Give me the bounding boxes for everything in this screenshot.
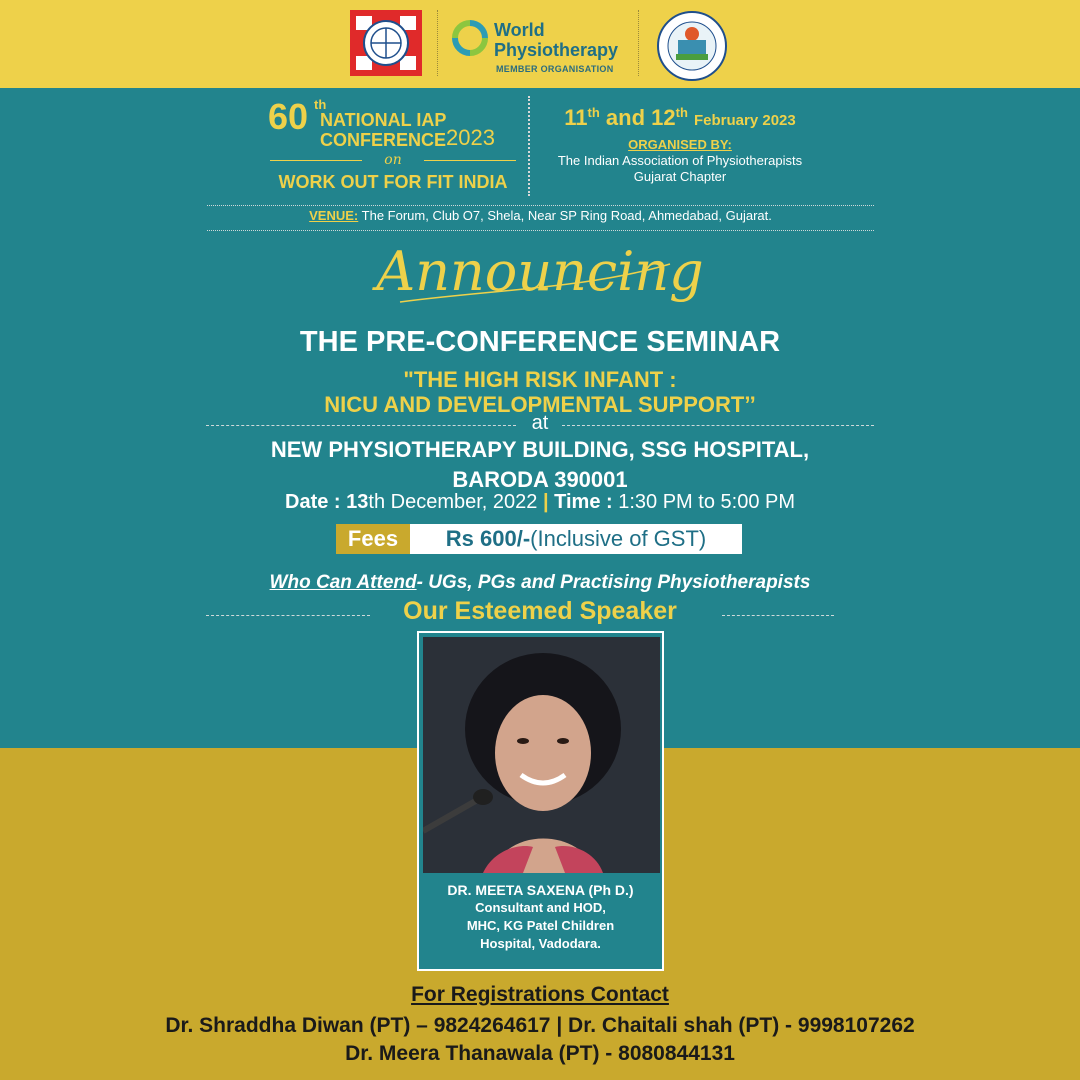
fees-label: Fees: [336, 524, 410, 554]
date-and: and 12: [605, 105, 676, 130]
who-can-attend: [0, 572, 1080, 594]
divider: [722, 615, 834, 616]
logo-band: [0, 0, 1080, 88]
who-can-attend-text: - UGs, PGs and Practising Physiotherapists: [416, 572, 811, 593]
announcing-text: Announcing: [376, 240, 704, 303]
wp-name-line1: World: [494, 20, 545, 40]
fees-note: (Inclusive of GST): [530, 526, 707, 551]
speaker-name: DR. MEETA SAXENA (Ph D.): [447, 882, 634, 898]
date-label: Date :: [285, 491, 341, 513]
divider: [207, 205, 874, 206]
seminar-at: at: [531, 412, 549, 434]
seminar-datetime: [0, 491, 1080, 514]
time-label: Time :: [554, 491, 613, 513]
world-physiotherapy-icon: [452, 20, 488, 56]
wp-subtitle: MEMBER ORGANISATION: [496, 64, 614, 74]
world-physiotherapy-logo: [452, 18, 632, 76]
organiser-line1: The Indian Association of Physiotherapists: [557, 153, 803, 168]
conference-number: 60: [268, 96, 309, 137]
contact-line2: Dr. Meera Thanawala (PT) - 8080844131: [345, 1042, 735, 1065]
date-day1: 11: [564, 105, 588, 130]
date-day: 13: [346, 491, 369, 513]
speaker-role-line1: Consultant and HOD,: [475, 900, 606, 915]
seminar-place-line2: BARODA 390001: [452, 467, 628, 492]
speaker-heading: Our Esteemed Speaker: [403, 597, 677, 625]
venue-text: The Forum, Club O7, Shela, Near SP Ring Road, Ahmedabad, Gujarat.: [361, 208, 772, 223]
seminar-topic-line2: NICU AND DEVELOPMENTAL SUPPORT’’: [324, 392, 756, 417]
conference-theme: WORK OUT FOR FIT INDIA: [278, 172, 508, 192]
logo-divider: [437, 10, 438, 76]
venue: [207, 208, 874, 223]
fees-amount: Rs 600/-: [445, 526, 531, 551]
conference-number-suffix: th: [314, 97, 327, 112]
announcing-script: [340, 224, 740, 320]
fees-badge: [336, 524, 742, 554]
conference-title-line1: NATIONAL IAP: [320, 110, 447, 130]
date-day2-suffix: th: [675, 105, 688, 120]
time-value: 1:30 PM to 5:00 PM: [618, 491, 795, 513]
fees-value: [410, 524, 742, 554]
contact-title: For Registrations Contact: [411, 983, 669, 1006]
organiser-line2: Gujarat Chapter: [633, 169, 727, 184]
iap-logo-icon: [350, 10, 422, 76]
seminar-topic: [0, 367, 1080, 417]
speaker-photo: [423, 637, 660, 873]
conference-on: on: [384, 152, 402, 168]
date-month-year: February 2023: [694, 112, 796, 129]
seminar-title: THE PRE-CONFERENCE SEMINAR: [299, 326, 781, 358]
conference-title: [268, 96, 518, 196]
seminar-place-line1: NEW PHYSIOTHERAPY BUILDING, SSG HOSPITAL,: [270, 437, 810, 462]
speaker-role-line2: MHC, KG Patel Children: [466, 918, 615, 933]
iap-gujarat-logo-icon: [656, 10, 728, 82]
organiser-name: [530, 153, 830, 185]
speaker-details: [419, 881, 662, 953]
date-day1-suffix: th: [587, 105, 600, 120]
speaker-role-line3: Hospital, Vadodara.: [480, 936, 601, 951]
contact-line1: Dr. Shraddha Diwan (PT) – 9824264617 | Dr. Chaitali shah (PT) - 9998107262: [165, 1014, 915, 1037]
speaker-card: [417, 631, 664, 971]
organised-by-label: ORGANISED BY:: [628, 137, 732, 152]
date-rest: th December, 2022: [368, 491, 538, 513]
conference-title-line2: CONFERENCE: [320, 130, 447, 150]
venue-label: VENUE:: [309, 208, 359, 223]
conference-year: 2023: [446, 125, 495, 150]
who-can-attend-label: Who Can Attend: [269, 572, 417, 593]
seminar-place: [0, 435, 1080, 495]
wp-name-line2: Physiotherapy: [494, 40, 619, 60]
datetime-separator: |: [542, 491, 549, 513]
conference-dates: [540, 98, 820, 136]
logo-divider: [638, 10, 639, 76]
seminar-topic-line1: "THE HIGH RISK INFANT :: [403, 367, 677, 392]
divider: [562, 425, 874, 426]
